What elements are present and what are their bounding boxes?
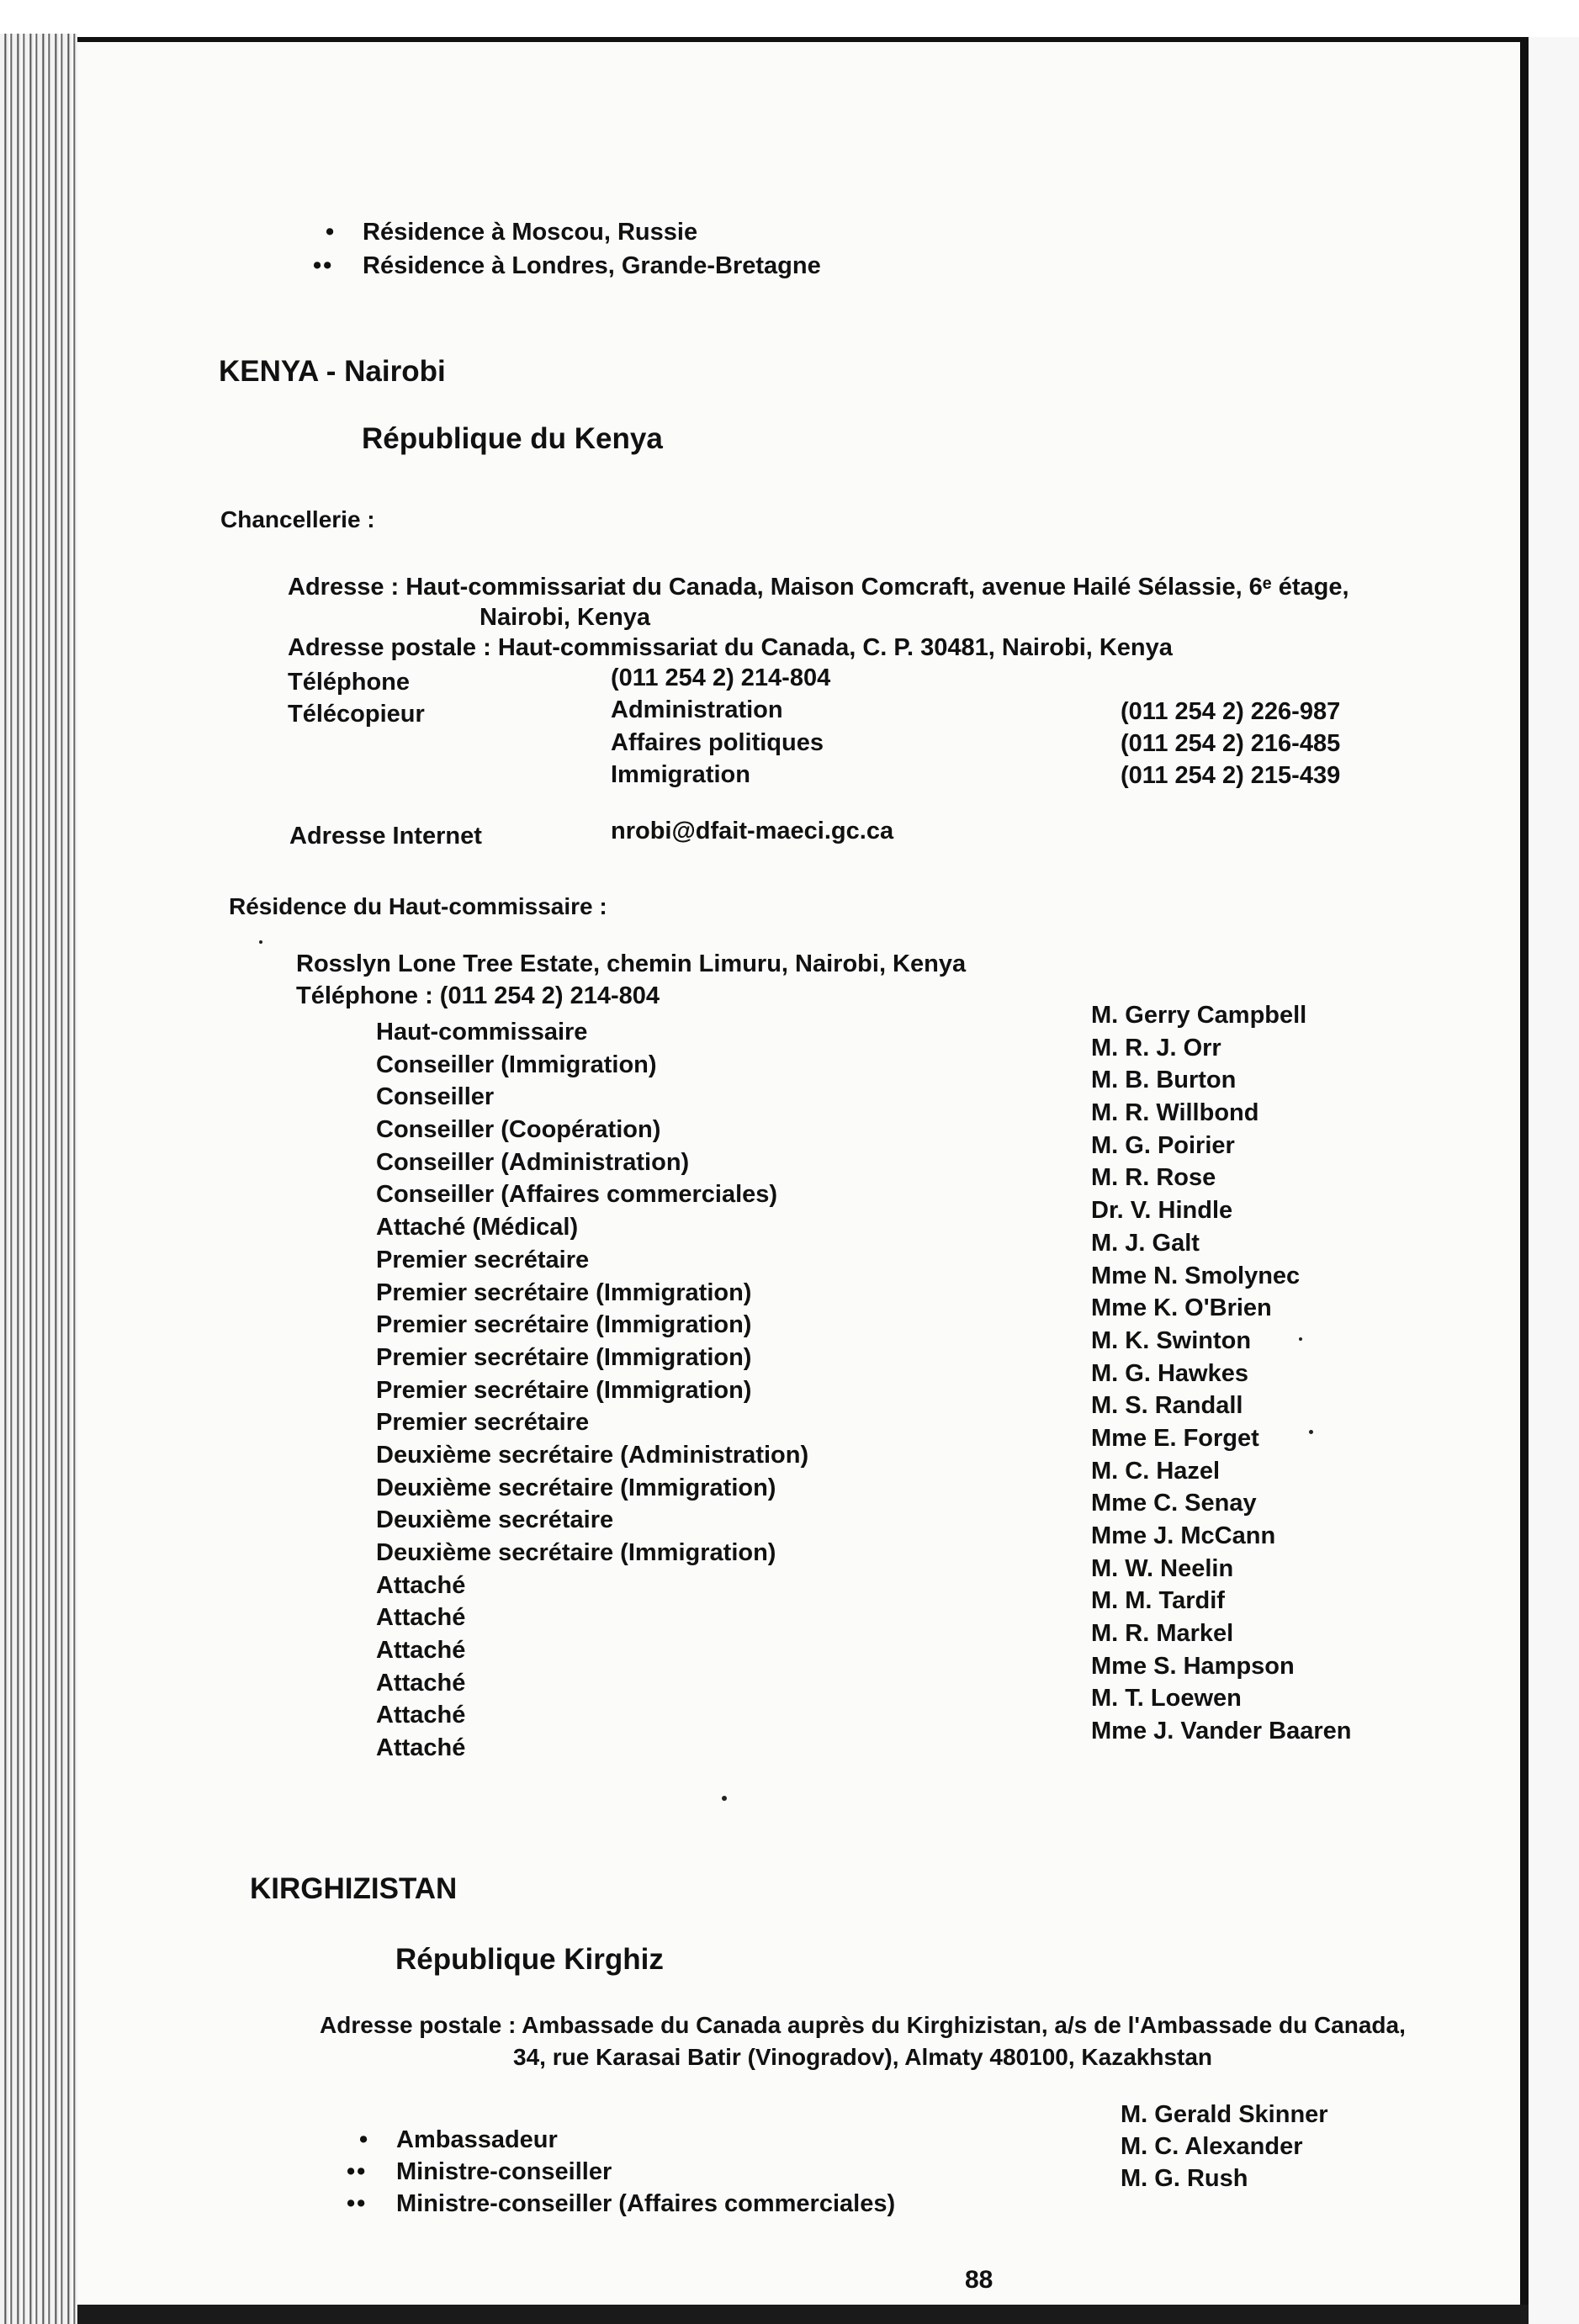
kirghiz-postal-line2: 34, rue Karasai Batir (Vinogradov), Almaty 480100, Kazakhstan [513,2044,1213,2070]
staff-name: M. J. Galt [1091,1229,1200,1257]
staff-name: M. S. Randall [1091,1392,1243,1420]
kirghiz-staff-name: M. C. Alexander [1121,2133,1303,2160]
staff-name: M. B. Burton [1091,1067,1237,1094]
fax-number-immigration: (011 254 2) 215-439 [1121,762,1341,789]
scan-speck [259,940,262,944]
telephone-value: (011 254 2) 214-804 [611,664,831,691]
staff-title: Attaché [376,1637,466,1665]
staff-title: Conseiller (Administration) [376,1148,690,1176]
fax-dept-politiques: Affaires politiques [611,729,824,756]
staff-name: M. R. Willbond [1091,1099,1259,1127]
staff-name: M. R. Rose [1091,1164,1216,1192]
staff-name: M. K. Swinton [1091,1326,1252,1354]
note-marker: • [326,219,336,246]
scan-speck [722,1796,727,1801]
staff-title: Conseiller (Coopération) [376,1116,661,1144]
chancellery-address-line2: Nairobi, Kenya [480,604,651,631]
kirghiz-staff-row [359,2126,558,2154]
staff-title: Ambassadeur [396,2126,558,2153]
staff-title: Attaché [376,1669,466,1697]
staff-title: Attaché (Médical) [376,1214,579,1241]
scan-top-edge [0,0,1579,42]
country-heading-kenya: KENYA - Nairobi [219,355,446,388]
staff-name: Mme S. Hampson [1091,1652,1295,1680]
staff-name: M. R. Markel [1091,1620,1234,1648]
staff-title: Deuxième secrétaire (Immigration) [376,1474,776,1501]
kirghiz-staff-name: M. Gerald Skinner [1121,2101,1328,2128]
note-moscow [326,219,697,246]
telephone-label: Téléphone [288,669,411,696]
staff-title: Attaché [376,1604,466,1632]
staff-title: Conseiller [376,1083,495,1111]
staff-name: Mme K. O'Brien [1091,1294,1272,1322]
kirghiz-staff-name: M. G. Rush [1121,2165,1248,2192]
residence-phone: Téléphone : (011 254 2) 214-804 [296,982,660,1009]
page-number: 88 [965,2266,993,2294]
staff-title: Premier secrétaire (Immigration) [376,1376,752,1404]
staff-name: Mme C. Senay [1091,1490,1257,1517]
staff-title: Deuxième secrétaire (Immigration) [376,1539,776,1566]
staff-marker: •• [347,2158,368,2185]
kirghiz-staff-row [347,2158,612,2186]
staff-names-column [1091,999,1351,1748]
staff-title: Premier secrétaire (Immigration) [376,1343,752,1371]
staff-name: Mme J. Vander Baaren [1091,1718,1352,1745]
scan-speck [1309,1430,1313,1434]
staff-title: Premier secrétaire (Immigration) [376,1311,752,1339]
scan-right-margin [1529,37,1579,2324]
staff-title: Attaché [376,1734,466,1762]
fax-label: Télécopieur [288,701,425,728]
staff-name: M. C. Hazel [1091,1457,1221,1485]
staff-name: Mme J. McCann [1091,1522,1276,1549]
kirghiz-postal-line1: Adresse postale : Ambassade du Canada auprès du Kirghizistan, a/s de l'Ambassade du Canada, [320,2012,1406,2038]
staff-title: Deuxième secrétaire [376,1506,614,1534]
staff-title: Premier secrétaire [376,1409,590,1437]
fax-dept-administration: Administration [611,696,783,723]
staff-title: Ministre-conseiller [396,2158,612,2185]
staff-name: M. W. Neelin [1091,1554,1234,1582]
note-london [313,252,821,280]
internet-value: nrobi@dfait-maeci.gc.ca [611,818,894,844]
chancellery-address-line1: Adresse : Haut-commissariat du Canada, Maison Comcraft, avenue Hailé Sélassie, 6ᵉ étage, [288,574,1349,601]
staff-name: M. T. Loewen [1091,1685,1242,1713]
fax-number-administration: (011 254 2) 226-987 [1121,698,1341,725]
staff-marker: • [359,2126,370,2153]
staff-marker: •• [347,2190,368,2217]
staff-titles-column [376,1016,808,1765]
staff-title: Conseiller (Immigration) [376,1051,657,1078]
staff-name: M. Gerry Campbell [1091,1002,1307,1029]
staff-name: Dr. V. Hindle [1091,1197,1233,1225]
staff-title: Premier secrétaire [376,1246,590,1273]
staff-name: Mme N. Smolynec [1091,1262,1301,1289]
official-name-kenya: République du Kenya [362,422,663,455]
fax-number-politiques: (011 254 2) 216-485 [1121,730,1341,757]
staff-title: Premier secrétaire (Immigration) [376,1278,752,1306]
internet-label: Adresse Internet [289,823,482,850]
scan-speck [1299,1337,1302,1341]
country-heading-kirghizistan: KIRGHIZISTAN [250,1872,458,1905]
note-text: Résidence à Londres, Grande-Bretagne [363,252,821,279]
official-name-kirghizistan: République Kirghiz [395,1943,664,1976]
staff-name: Mme E. Forget [1091,1424,1259,1452]
fax-dept-immigration: Immigration [611,761,750,788]
staff-title: Attaché [376,1571,466,1599]
staff-title: Deuxième secrétaire (Administration) [376,1441,809,1469]
residence-address: Rosslyn Lone Tree Estate, chemin Limuru, Nairobi, Kenya [296,950,967,977]
staff-name: M. M. Tardif [1091,1587,1225,1615]
scan-binding-edge [0,34,77,2324]
staff-title: Ministre-conseiller (Affaires commerciales) [396,2190,896,2217]
staff-name: M. G. Hawkes [1091,1359,1248,1387]
staff-title: Conseiller (Affaires commerciales) [376,1181,778,1209]
staff-name: M. R. J. Orr [1091,1034,1221,1061]
document-page [77,42,1529,2305]
residence-label: Résidence du Haut-commissaire : [229,893,607,919]
kirghiz-staff-row [347,2190,895,2218]
postal-address: Adresse postale : Haut-commissariat du Canada, C. P. 30481, Nairobi, Kenya [288,634,1173,661]
staff-name: M. G. Poirier [1091,1131,1235,1159]
chancellery-label: Chancellerie : [220,506,375,532]
note-text: Résidence à Moscou, Russie [363,219,698,246]
staff-title: Haut-commissaire [376,1019,588,1046]
staff-title: Attaché [376,1702,466,1729]
note-marker: •• [313,252,334,279]
